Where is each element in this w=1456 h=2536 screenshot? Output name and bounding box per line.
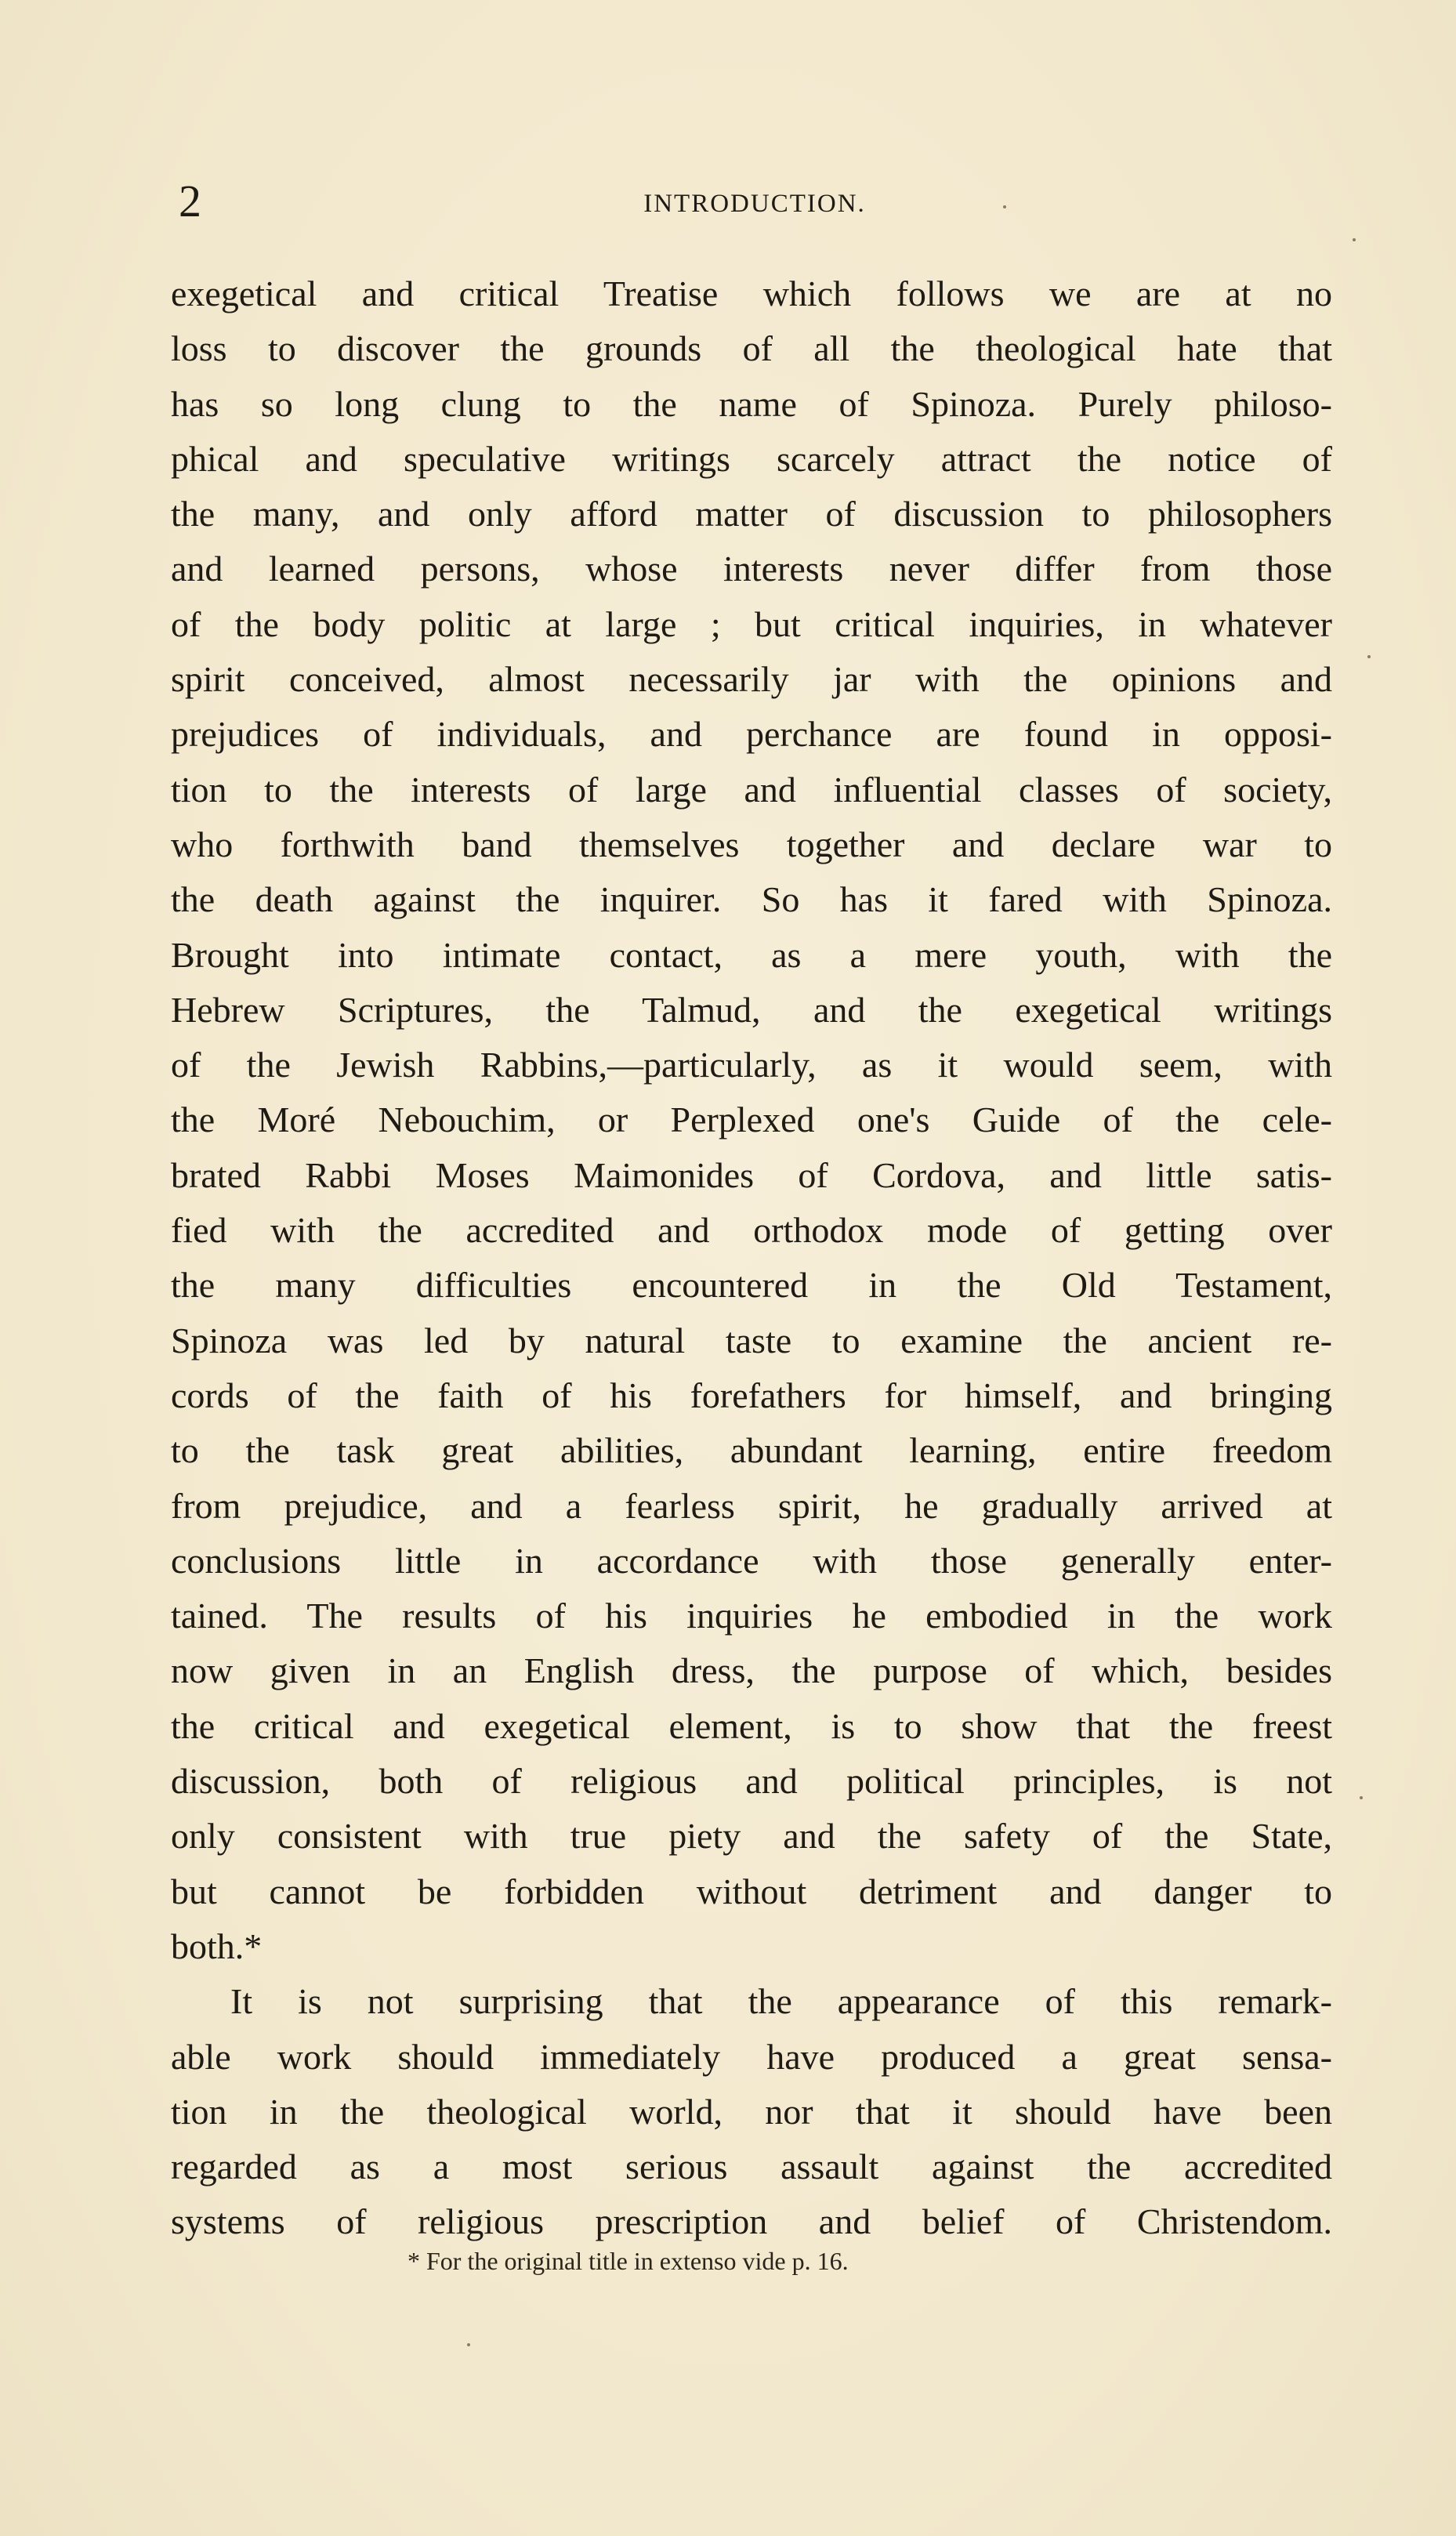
text-line: tion to the interests of large and influential classes of society,	[171, 769, 1332, 810]
text-line: discussion, both of religious and political principles, is not	[171, 1761, 1332, 1802]
page-number: 2	[179, 176, 201, 226]
text-line: only consistent with true piety and the safety of the State,	[171, 1816, 1332, 1857]
text-line: Brought into intimate contact, as a mere youth, with the	[171, 934, 1332, 975]
text-line: brated Rabbi Moses Maimonides of Cordova, and little satis-	[171, 1154, 1332, 1195]
text-line: both.*	[171, 1926, 263, 1966]
text-line: spirit conceived, almost necessarily jar with the opinions and	[171, 659, 1332, 700]
text-line: and learned persons, whose interests never differ from those	[171, 549, 1332, 589]
running-head: INTRODUCTION.	[643, 190, 866, 218]
text-line: phical and speculative writings scarcely attract the notice of	[171, 438, 1332, 479]
text-line: to the task great abilities, abundant learning, entire freedom	[171, 1430, 1332, 1471]
text-line: Spinoza was led by natural taste to examine the ancient re-	[171, 1320, 1332, 1360]
text-line: tained. The results of his inquiries he embodied in the work	[171, 1596, 1332, 1636]
text-line: Hebrew Scriptures, the Talmud, and the exegetical writings	[171, 989, 1332, 1030]
text-line: the death against the inquirer. So has it fared with Spinoza.	[171, 879, 1332, 920]
text-line: systems of religious prescription and belief of Christendom.	[171, 2201, 1332, 2242]
text-line: the Moré Nebouchim, or Perplexed one's Guide of the cele-	[171, 1100, 1332, 1140]
text-line: able work should immediately have produced a great sensa-	[171, 2036, 1332, 2077]
text-line: the many difficulties encountered in the Old Testament,	[171, 1265, 1332, 1306]
text-line: now given in an English dress, the purpose of which, besides	[171, 1650, 1332, 1691]
text-line: of the body politic at large ; but critical inquiries, in whatever	[171, 603, 1332, 644]
text-line: fied with the accredited and orthodox mode of getting over	[171, 1210, 1332, 1251]
paper-speck	[1367, 655, 1371, 658]
paper-speck	[1353, 238, 1356, 241]
footnote: * For the original title in extenso vide p. 16.	[407, 2247, 849, 2275]
text-line: has so long clung to the name of Spinoza. Purely philoso-	[171, 383, 1332, 424]
text-line: prejudices of individuals, and perchance are found in opposi-	[171, 714, 1332, 755]
text-line: exegetical and critical Treatise which follows we are at no	[171, 274, 1332, 313]
paper-speck	[1003, 205, 1006, 208]
text-line: from prejudice, and a fearless spirit, he gradually arrived at	[171, 1485, 1332, 1526]
paper-speck	[1360, 1796, 1363, 1799]
text-line: It is not surprising that the appearance of this remark-	[230, 1981, 1332, 2022]
text-line: of the Jewish Rabbins,—particularly, as it would seem, with	[171, 1045, 1332, 1085]
text-line: regarded as a most serious assault against the accredited	[171, 2147, 1332, 2187]
paper-speck	[467, 2343, 470, 2346]
text-line: the many, and only afford matter of discussion to philosophers	[171, 494, 1332, 534]
body-text	[171, 266, 1332, 2250]
text-line: loss to discover the grounds of all the theological hate that	[171, 328, 1332, 369]
text-line: who forthwith band themselves together and declare war to	[171, 824, 1332, 864]
text-line: conclusions little in accordance with those generally enter-	[171, 1540, 1332, 1581]
text-line: cords of the faith of his forefathers for himself, and bringing	[171, 1375, 1332, 1415]
text-line: tion in the theological world, nor that it should have been	[171, 2091, 1332, 2132]
text-line: the critical and exegetical element, is to show that the freest	[171, 1705, 1332, 1746]
page-header	[179, 174, 1331, 229]
text-line: but cannot be forbidden without detriment and danger to	[171, 1871, 1332, 1911]
